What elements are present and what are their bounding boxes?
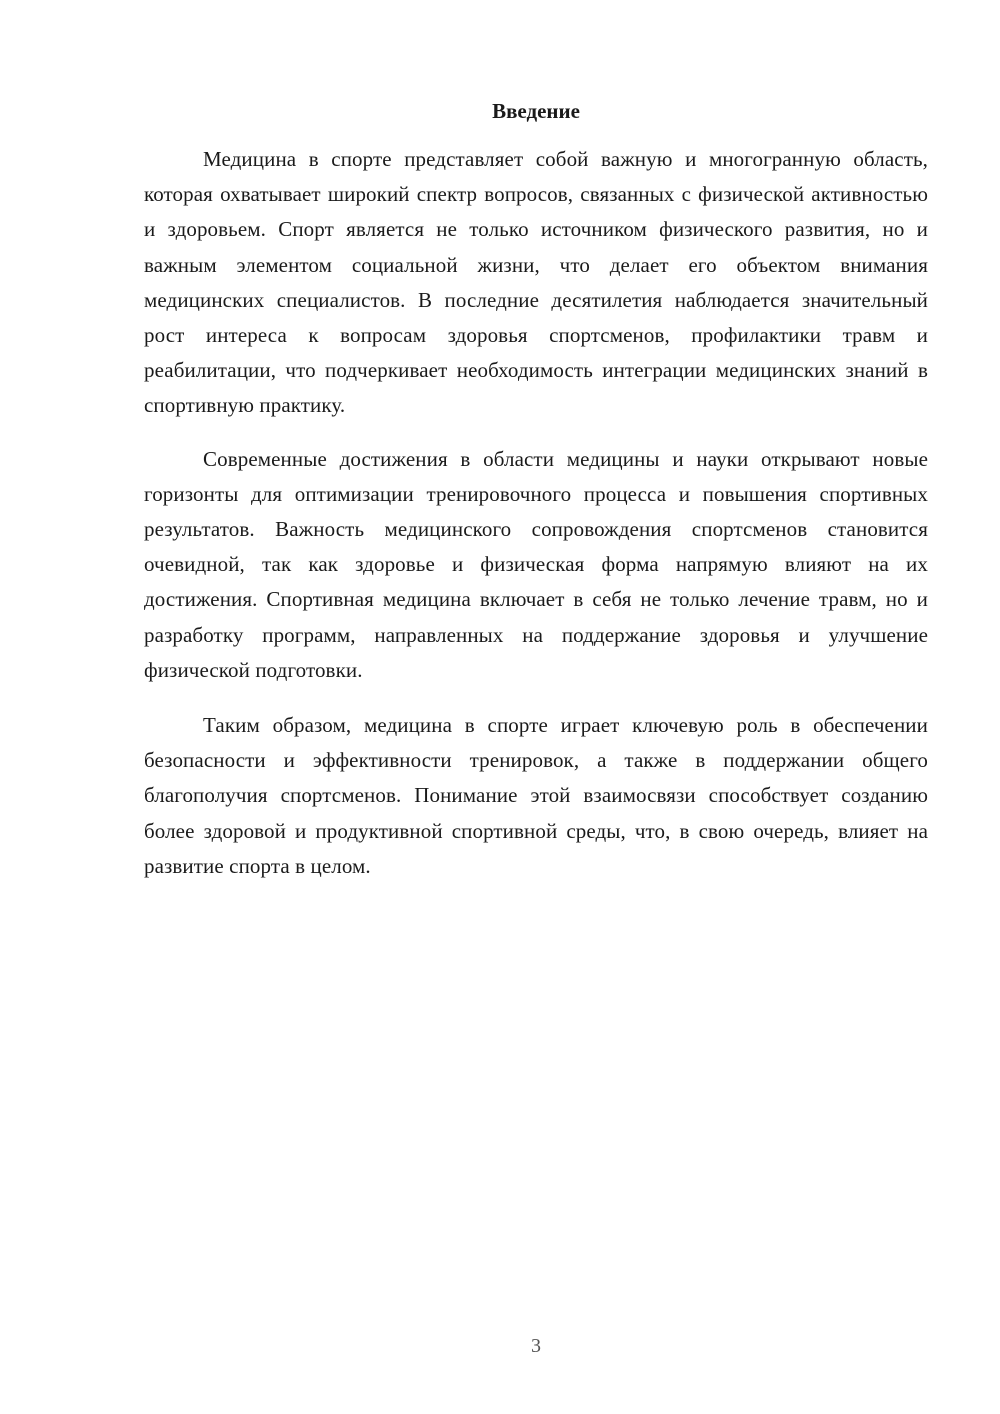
paragraph-2: Современные достижения в области медицины и науки открывают новые горизонты для оптимизации тренировочного процесса и повышения спортивных результатов. Важность медицинского сопровождения спортсменов становится очевидной, так как здоровье и физическая форма напрямую влияют на их достижения. Спортивная медицина включает в себя не только лечение травм, но и разработку программ, направленных на поддержание здоровья и улучшение физической подготовки.	[144, 446, 928, 682]
page-number: 3	[531, 1335, 541, 1357]
paragraph-1: Медицина в спорте представляет собой важную и многогранную область, которая охватывает широкий спектр вопросов, связанных с физической активностью и здоровьем. Спорт является не только источником физического развития, но и важным элементом социальной жизни, что делает его объектом внимания медицинских специалистов. В последние десятилетия наблюдается значительный рост интереса к вопросам здоровья спортсменов, профилактики травм и реабилитации, что подчеркивает необходимость интеграции медицинских знаний в спортивную практику.	[144, 147, 928, 418]
section-heading: Введение	[492, 99, 580, 123]
paragraph-3: Таким образом, медицина в спорте играет ключевую роль в обеспечении безопасности и эффективности тренировок, а также в поддержании общего благополучия спортсменов. Понимание этой взаимосвязи способствует созданию более здоровой и продуктивной спортивной среды, что, в свою очередь, влияет на развитие спорта в целом.	[144, 713, 928, 878]
page-content	[144, 96, 928, 884]
